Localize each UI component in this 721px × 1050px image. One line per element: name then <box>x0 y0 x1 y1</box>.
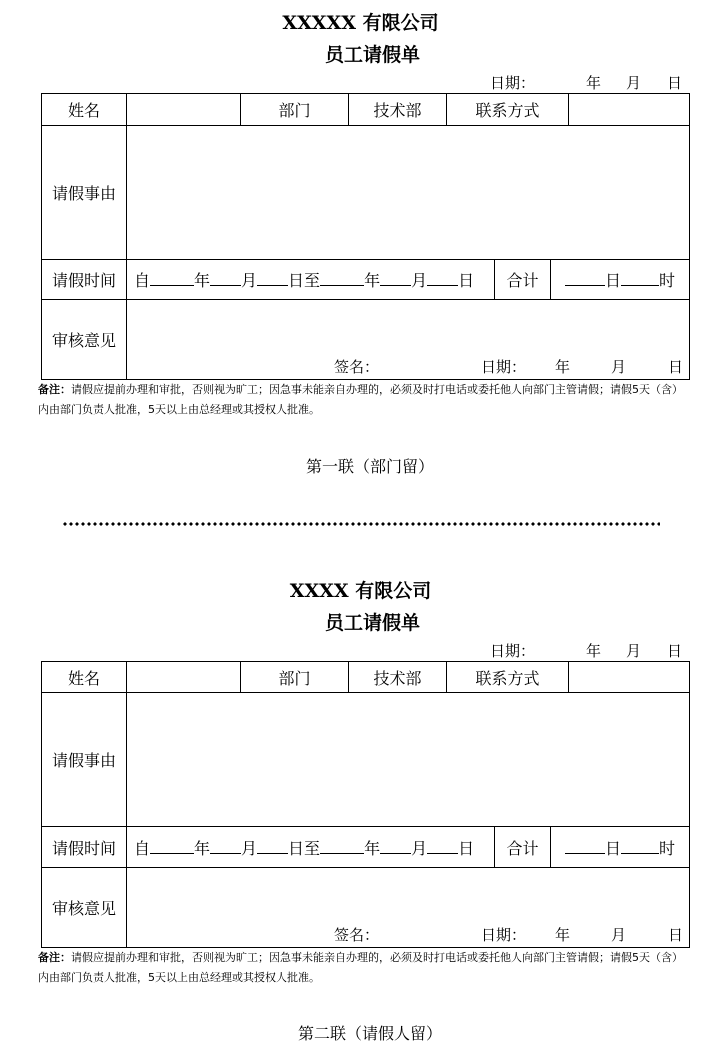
total-field[interactable] <box>551 827 690 868</box>
review-date-label: 日期： <box>481 358 527 376</box>
time-range-field[interactable] <box>127 827 495 868</box>
total-label: 合计 <box>495 827 551 868</box>
reason-label: 请假事由 <box>42 693 127 827</box>
reason-field[interactable] <box>127 126 690 260</box>
company-name: XXXXX 有限公司 <box>282 12 439 34</box>
note <box>38 380 688 420</box>
date-day: 日 <box>667 74 683 92</box>
review-month: 月 <box>611 926 627 944</box>
day-to-text: 日至 <box>288 271 321 290</box>
leave-form-table <box>41 661 690 948</box>
time-label: 请假时间 <box>42 260 127 300</box>
from-text: 自 <box>134 271 151 290</box>
year2-text: 年 <box>364 838 381 858</box>
dept-field[interactable]: 技术部 <box>349 662 447 693</box>
contact-field[interactable] <box>569 94 690 126</box>
month2-text: 月 <box>411 838 428 858</box>
name-field[interactable] <box>127 94 241 126</box>
review-year: 年 <box>555 358 571 376</box>
review-month: 月 <box>611 358 627 376</box>
copy-label: 第二联（请假人留） <box>297 1024 442 1043</box>
review-date-label: 日期： <box>481 926 527 944</box>
reason-field[interactable] <box>127 693 690 827</box>
header-date <box>0 72 721 90</box>
year-text: 年 <box>194 271 211 290</box>
review-day: 日 <box>668 358 684 376</box>
review-day: 日 <box>668 926 684 944</box>
dept-label: 部门 <box>241 94 349 126</box>
time-label: 请假时间 <box>42 827 127 868</box>
note-label: 备注： <box>38 383 71 396</box>
day2-text: 日 <box>458 271 475 290</box>
from-text: 自 <box>134 838 151 858</box>
reason-label: 请假事由 <box>42 126 127 260</box>
name-label: 姓名 <box>42 662 127 693</box>
date-label: 日期： <box>490 642 536 660</box>
year-text: 年 <box>194 838 211 858</box>
form-title: 员工请假单 <box>324 612 420 634</box>
date-month: 月 <box>626 642 642 660</box>
total-day-text: 日 <box>604 271 621 290</box>
signature-label: 签名： <box>334 358 380 376</box>
review-field[interactable] <box>127 300 690 380</box>
signature-label: 签名： <box>334 926 380 944</box>
day-to-text: 日至 <box>288 838 321 858</box>
contact-label: 联系方式 <box>447 94 569 126</box>
review-label: 审核意见 <box>42 300 127 380</box>
review-label: 审核意见 <box>42 868 127 948</box>
date-year: 年 <box>586 642 602 660</box>
leave-form-table <box>41 93 690 380</box>
total-field[interactable] <box>551 260 690 300</box>
header-date <box>0 640 721 658</box>
total-hour-text: 时 <box>659 271 676 290</box>
note <box>38 948 688 988</box>
time-range-field[interactable] <box>127 260 495 300</box>
review-year: 年 <box>555 926 571 944</box>
month-text: 月 <box>241 838 258 858</box>
month2-text: 月 <box>411 271 428 290</box>
name-field[interactable] <box>127 662 241 693</box>
date-label: 日期： <box>490 74 536 92</box>
company-name: XXXX 有限公司 <box>289 580 432 602</box>
name-label: 姓名 <box>42 94 127 126</box>
date-year: 年 <box>586 74 602 92</box>
total-label: 合计 <box>495 260 551 300</box>
note-text: 请假应提前办理和审批，否则视为旷工；因急事未能亲自办理的，必须及时打电话或委托他人向部门主管请假；请假5天（含）内由部门负责人批准，5天以上由总经理或其授权人批准。 <box>38 951 683 984</box>
dept-field[interactable]: 技术部 <box>349 94 447 126</box>
review-field[interactable] <box>127 868 690 948</box>
month-text: 月 <box>241 271 258 290</box>
year2-text: 年 <box>364 271 381 290</box>
cut-line <box>62 522 660 526</box>
note-text: 请假应提前办理和审批，否则视为旷工；因急事未能亲自办理的，必须及时打电话或委托他人向部门主管请假；请假5天（含）内由部门负责人批准，5天以上由总经理或其授权人批准。 <box>38 383 683 416</box>
copy-label: 第一联（部门留） <box>305 457 434 476</box>
contact-label: 联系方式 <box>447 662 569 693</box>
date-month: 月 <box>626 74 642 92</box>
form-title: 员工请假单 <box>324 44 420 66</box>
date-day: 日 <box>667 642 683 660</box>
note-label: 备注： <box>38 951 71 964</box>
contact-field[interactable] <box>569 662 690 693</box>
dept-label: 部门 <box>241 662 349 693</box>
day2-text: 日 <box>458 838 475 858</box>
total-day-text: 日 <box>604 838 621 858</box>
total-hour-text: 时 <box>659 838 676 858</box>
